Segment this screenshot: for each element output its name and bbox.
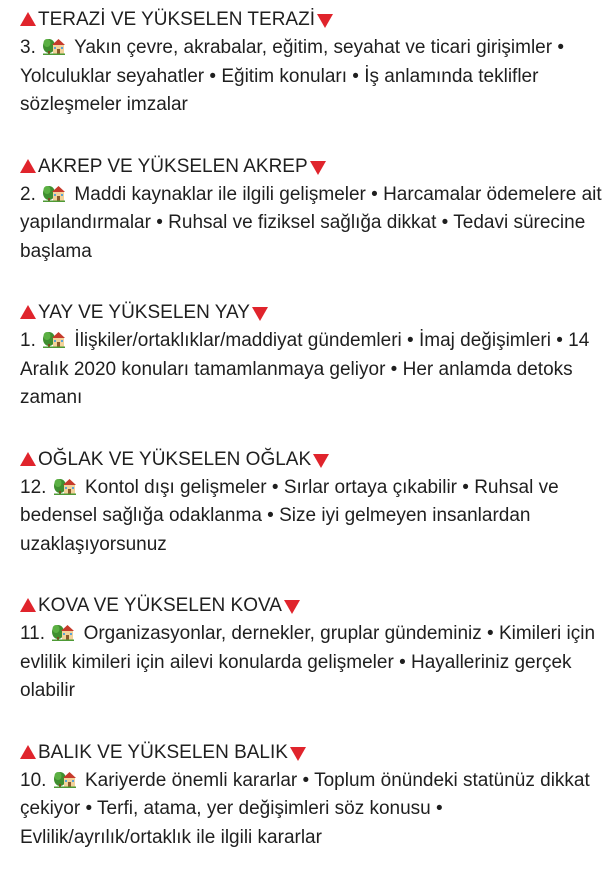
- section-kova: [20, 592, 604, 706]
- section-title: [20, 299, 604, 327]
- house-with-garden-icon: [43, 184, 65, 202]
- section-title-text: BALIK VE YÜKSELEN BALIK: [38, 741, 288, 763]
- section-description: İlişkiler/ortaklıklar/maddiyat gündemleri • İmaj değişimleri • 14 Aralık 2020 konuları tamamlanmaya geliyor • Her anlamda detoks zamanı: [20, 330, 590, 408]
- house-with-garden-icon: [43, 330, 65, 348]
- section-title-text: OĞLAK VE YÜKSELEN OĞLAK: [38, 448, 312, 470]
- section-title-text: YAY VE YÜKSELEN YAY: [38, 302, 250, 323]
- house-number: 3.: [20, 37, 36, 58]
- section-title: [20, 6, 604, 34]
- house-with-garden-icon: [52, 623, 74, 641]
- section-body: [20, 620, 604, 706]
- section-oglak: [20, 446, 604, 560]
- red-triangle-up-icon: [20, 745, 36, 759]
- red-triangle-up-icon: [20, 159, 36, 173]
- red-triangle-up-icon: [20, 452, 36, 466]
- section-yay: [20, 299, 604, 413]
- red-triangle-down-icon: [290, 747, 306, 761]
- section-title-text: TERAZİ VE YÜKSELEN TERAZİ: [38, 9, 315, 30]
- house-number: 10.: [20, 769, 47, 791]
- section-description: Kariyerde önemli kararlar • Toplum önündeki statünüz dikkat çekiyor • Terfi, atama, yer değişimleri söz konusu • Evlilik/ayrılık/ortaklık ile ilgili kararlar: [20, 769, 590, 848]
- section-body: [20, 34, 604, 120]
- house-number: 11.: [20, 623, 46, 644]
- section-body: [20, 474, 604, 560]
- section-description: Yakın çevre, akrabalar, eğitim, seyahat ve ticari girişimler • Yolculuklar seyahatler • Eğitim konuları • İş anlamında teklifler sözleşmeler imzalar: [20, 37, 565, 115]
- house-number: 2.: [20, 183, 36, 205]
- section-akrep: [20, 153, 604, 267]
- red-triangle-down-icon: [284, 600, 300, 614]
- section-balik: [20, 739, 604, 853]
- section-body: [20, 181, 604, 267]
- section-title: [20, 739, 604, 767]
- red-triangle-up-icon: [20, 12, 36, 26]
- red-triangle-up-icon: [20, 598, 36, 612]
- section-description: Organizasyonlar, dernekler, gruplar gündeminiz • Kimileri için evlilik kimileri için ailevi konularda gelişmeler • Hayalleriniz gerçek olabilir: [20, 623, 596, 701]
- red-triangle-down-icon: [310, 161, 326, 175]
- section-title: [20, 446, 604, 474]
- section-description: Maddi kaynaklar ile ilgili gelişmeler • Harcamalar ödemelere ait yapılandırmalar • Ruhsal ve fiziksel sağlığa dikkat • Tedavi sürecine başlama: [20, 183, 602, 262]
- house-with-garden-icon: [54, 477, 76, 495]
- section-body: [20, 327, 604, 413]
- section-title: [20, 153, 604, 181]
- section-title: [20, 592, 604, 620]
- section-title-text: AKREP VE YÜKSELEN AKREP: [38, 155, 308, 177]
- house-with-garden-icon: [43, 37, 65, 55]
- section-description: Kontol dışı gelişmeler • Sırlar ortaya çıkabilir • Ruhsal ve bedensel sağlığa odaklanma • Size iyi gelmeyen insanlardan uzaklaşıyorsunuz: [20, 476, 559, 555]
- house-with-garden-icon: [54, 770, 76, 788]
- section-title-text: KOVA VE YÜKSELEN KOVA: [38, 595, 282, 616]
- red-triangle-down-icon: [317, 14, 333, 28]
- red-triangle-down-icon: [313, 454, 329, 468]
- red-triangle-up-icon: [20, 305, 36, 319]
- horoscope-post: [20, 6, 604, 885]
- red-triangle-down-icon: [252, 307, 268, 321]
- section-body: [20, 767, 604, 853]
- house-number: 12.: [20, 476, 47, 498]
- section-terazi: [20, 6, 604, 120]
- house-number: 1.: [20, 330, 36, 351]
